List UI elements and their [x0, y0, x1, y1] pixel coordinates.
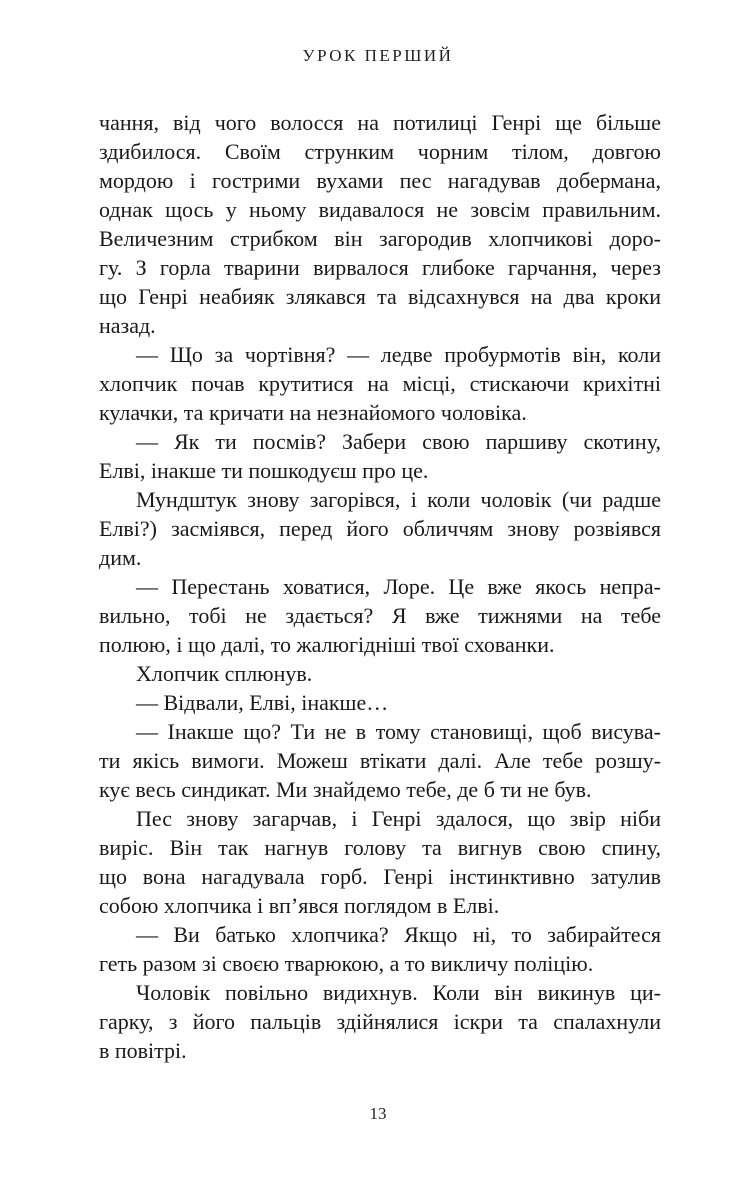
text-line: полюю, і що далі, то жалюгідніші твої схованки. — [99, 632, 555, 657]
text-line: Елві, інакше ти пошкодуєш про це. — [99, 458, 429, 483]
text-line: Елві?) засміявся, перед його обличчям знову розвіявся — [99, 516, 661, 541]
text-line: Хлопчик сплюнув. — [136, 661, 313, 686]
text-line: дим. — [99, 545, 142, 570]
paragraph — [99, 978, 661, 1065]
paragraph — [99, 920, 661, 978]
paragraph — [99, 717, 661, 804]
text-line: — Як ти посмів? Забери свою паршиву скотину, — [136, 429, 661, 454]
text-line: чання, від чого волосся на потилиці Генрі ще більше — [99, 110, 661, 135]
body-text — [99, 108, 661, 1065]
text-line: ти якісь вимоги. Можеш втікати далі. Але тебе розшу- — [99, 748, 661, 773]
text-line: — Перестань ховатися, Лоре. Це вже якось непра- — [136, 574, 661, 599]
text-line: здибилося. Своїм струнким чорним тілом, довгою — [99, 139, 661, 164]
text-line: вильно, тобі не здається? Я вже тижнями на тебе — [99, 603, 661, 628]
paragraph — [99, 688, 661, 717]
chapter-header: УРОК ПЕРШИЙ — [302, 46, 454, 65]
paragraph — [99, 427, 661, 485]
paragraph — [99, 804, 661, 920]
text-line: кує весь синдикат. Ми знайдемо тебе, де б ти не був. — [99, 777, 592, 802]
text-line: Мундштук знову загорівся, і коли чоловік (чи радше — [136, 487, 661, 512]
text-line: гу. З горла тварини вирвалося глибоке гарчання, через — [99, 255, 661, 280]
text-line: мордою і гострими вухами пес нагадував добермана, — [99, 168, 661, 193]
paragraph — [99, 340, 661, 427]
text-line: виріс. Він так нагнув голову та вигнув свою спину, — [99, 835, 661, 860]
text-line: — Ви батько хлопчика? Якщо ні, то забирайтеся — [136, 922, 661, 947]
paragraph — [99, 108, 661, 340]
text-line: Чоловік повільно видихнув. Коли він викинув ци- — [136, 980, 661, 1005]
text-line: Пес знову загарчав, і Генрі здалося, що звір ніби — [136, 806, 661, 831]
paragraph — [99, 572, 661, 659]
text-line: в повітрі. — [99, 1038, 187, 1063]
text-line: — Що за чортівня? — ледве пробурмотів він, коли — [136, 342, 661, 367]
text-line: що Генрі неабияк злякався та відсахнувся на два кроки — [99, 284, 661, 309]
text-line: кулачки, та кричати на незнайомого чоловіка. — [99, 400, 527, 425]
text-line: хлопчик почав крутитися на місці, стискаючи крихітні — [99, 371, 661, 396]
paragraph — [99, 485, 661, 572]
text-line: — Відвали, Елві, інакше… — [136, 690, 389, 715]
text-line: що вона нагадувала горб. Генрі інстинктивно затулив — [99, 864, 661, 889]
text-line: Величезним стрибком він загородив хлопчикові доро- — [99, 226, 661, 251]
text-line: гарку, з його пальців здійнялися іскри та спалахнули — [99, 1009, 661, 1034]
text-line: — Інакше що? Ти не в тому становищі, щоб висува- — [136, 719, 661, 744]
text-line: геть разом зі своєю тварюкою, а то викличу поліцію. — [99, 951, 594, 976]
text-line: собою хлопчика і вп’явся поглядом в Елві. — [99, 893, 500, 918]
text-line: однак щось у ньому видавалося не зовсім правильним. — [99, 197, 661, 222]
text-line: назад. — [99, 313, 156, 338]
page-number: 13 — [369, 1104, 387, 1123]
paragraph — [99, 659, 661, 688]
